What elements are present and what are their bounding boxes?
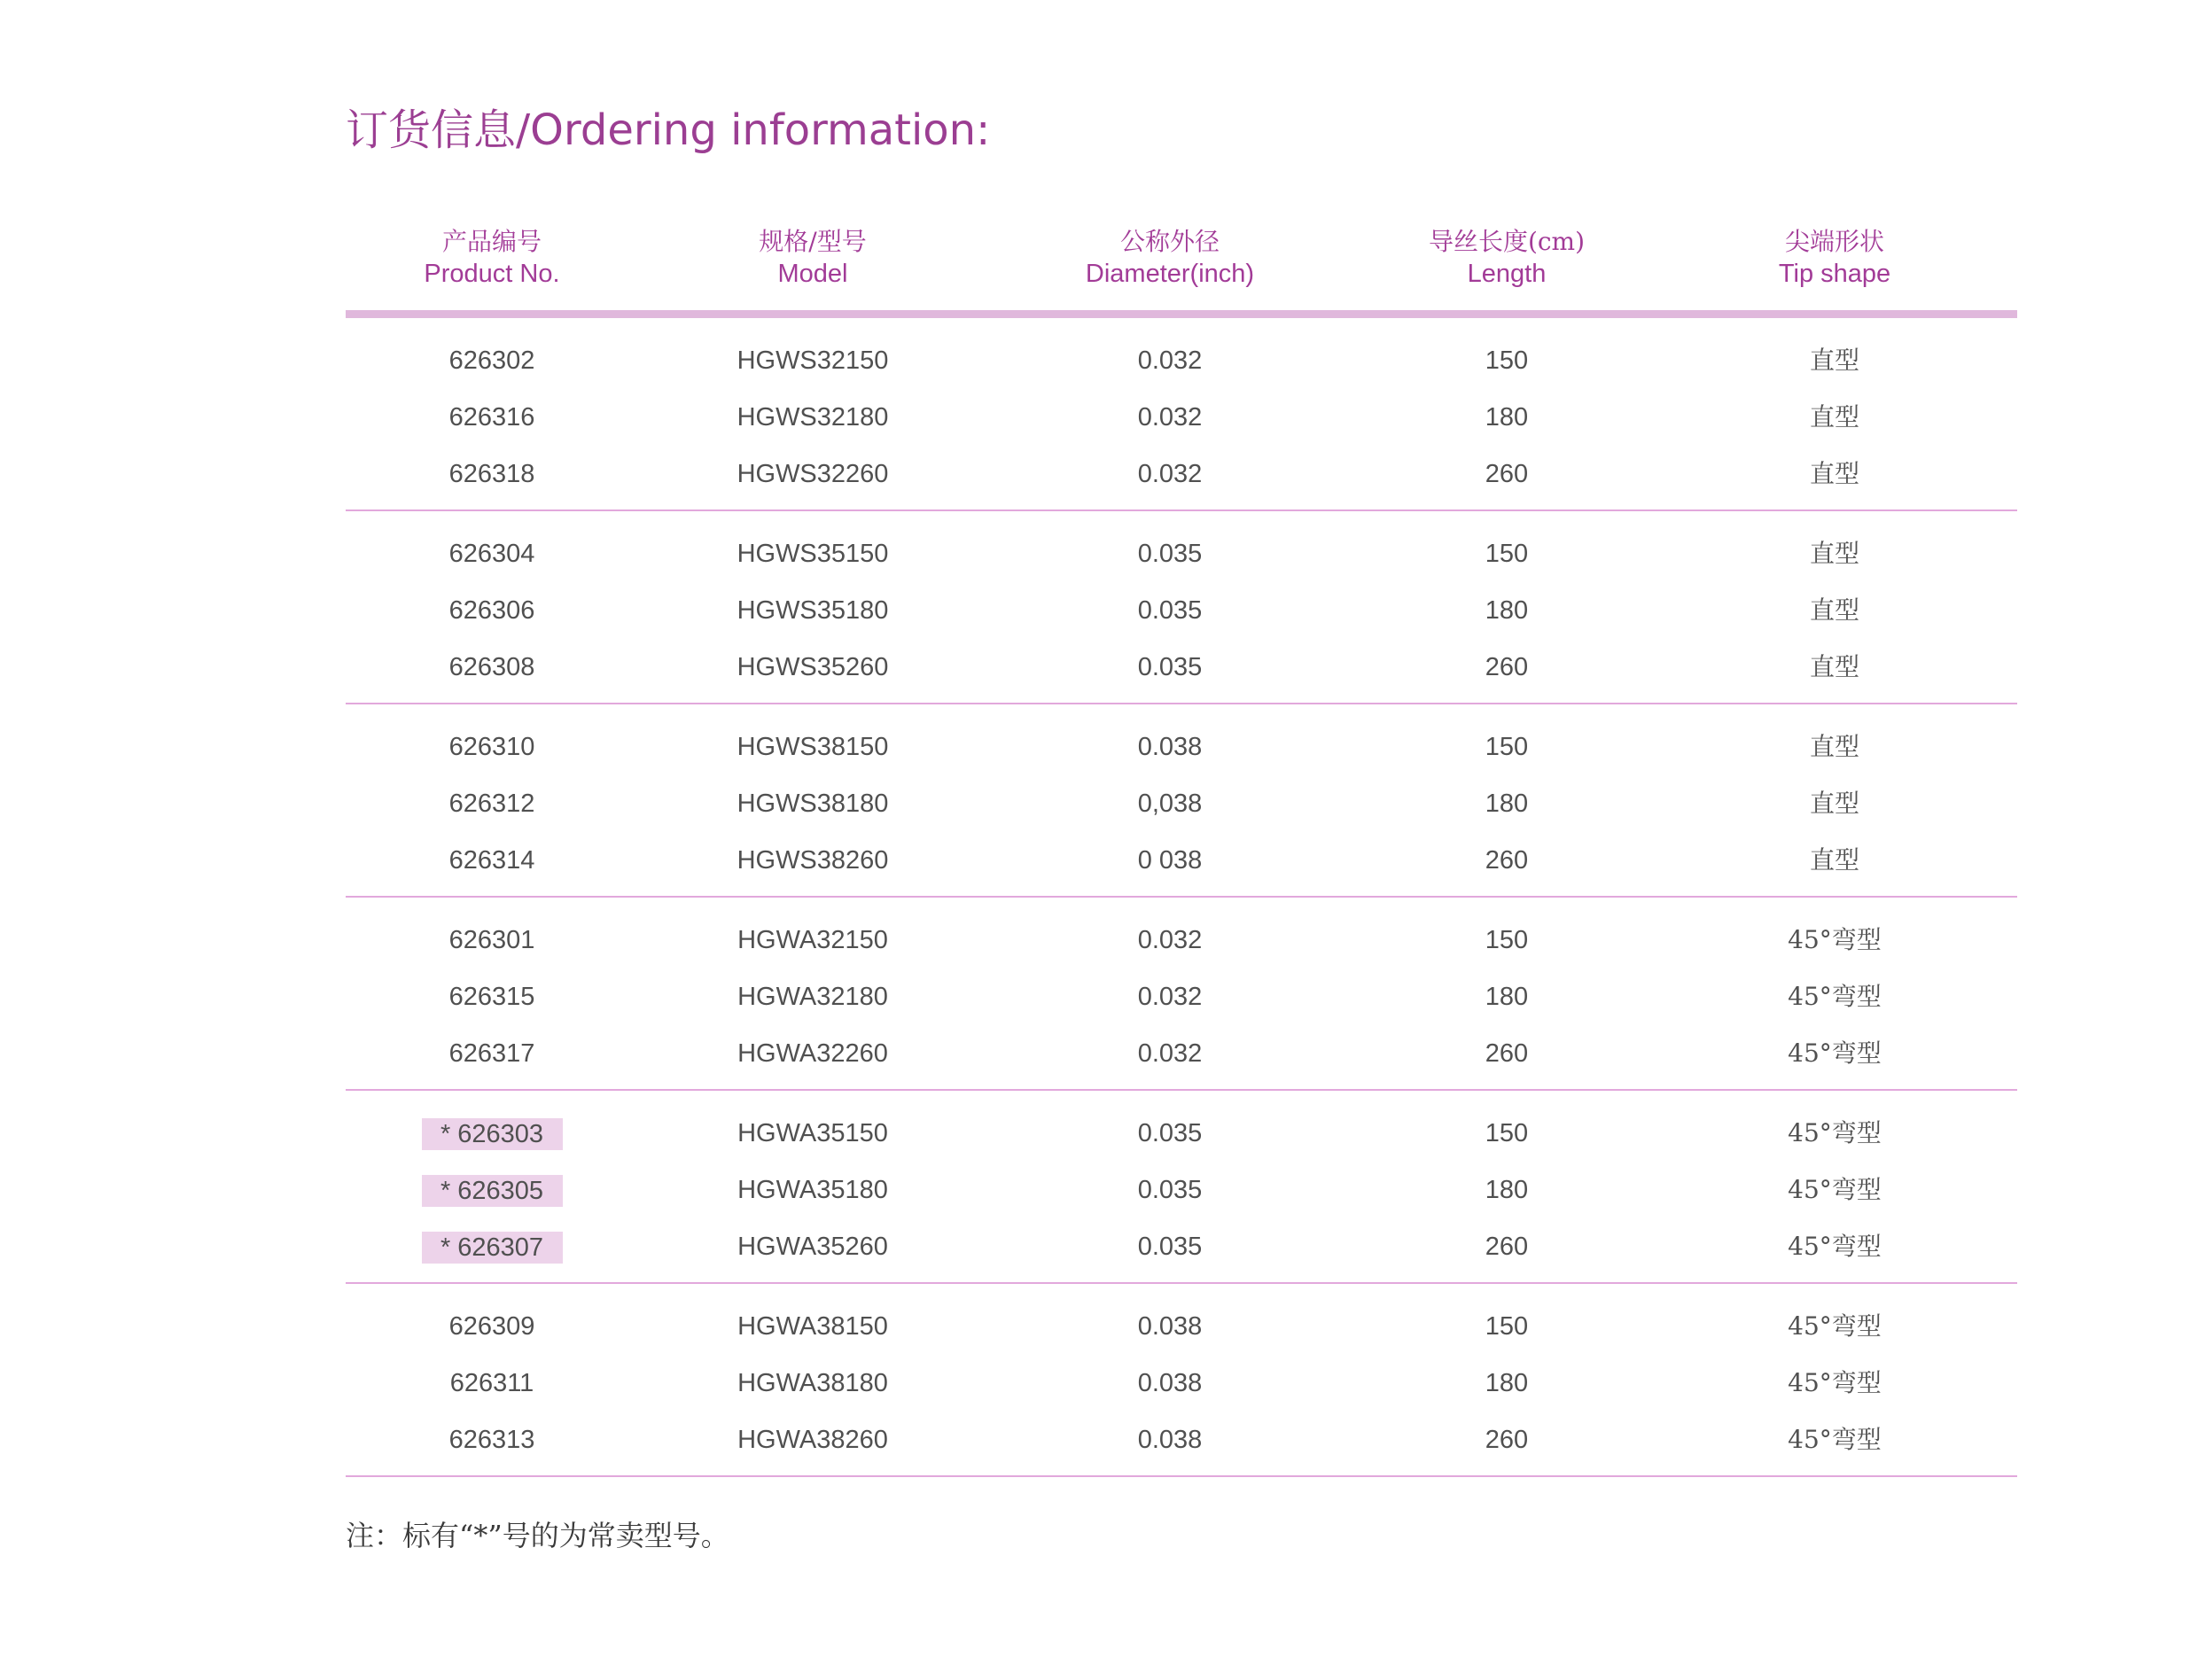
table-row [346,1114,2017,1153]
table-row [346,1171,2017,1209]
header-tip-shape [1693,226,1976,290]
cell-model: HGWS35180 [737,596,889,625]
header-cn: 产品编号 [441,227,542,256]
header-cn: 导丝长度(cm) [1428,227,1586,256]
cell-tip-shape: 直型 [1809,652,1859,681]
header-cn: 规格/型号 [759,227,867,256]
cell-tip-shape: 45°弯型 [1788,1175,1882,1204]
cell-tip-shape: 直型 [1809,595,1859,625]
cell-tip-shape: 直型 [1809,459,1859,488]
cell-length: 260 [1485,1233,1529,1261]
table-row [346,534,2017,573]
cell-length: 150 [1485,346,1529,375]
cell-model: HGWA35260 [737,1233,888,1261]
cell-model: HGWA32260 [737,1039,888,1068]
cell-length: 150 [1485,926,1529,954]
table-row [346,648,2017,687]
table-row [346,341,2017,380]
cell-product-no [346,1171,638,1209]
cell-product-no: 626306 [448,596,535,625]
header-en: Tip shape [1778,260,1891,288]
cell-model: HGWA32180 [737,983,888,1011]
cell-product-no: 626311 [449,1369,534,1397]
popular-highlight: * 626303 [422,1118,563,1150]
header-en: Product No. [424,260,560,288]
cell-product-no: 626301 [448,926,535,954]
cell-length: 180 [1485,403,1529,432]
table-row [346,1307,2017,1346]
cell-model: HGWS32260 [737,460,889,488]
cell-diameter: 0.032 [1137,403,1203,432]
cell-length: 260 [1485,846,1529,875]
cell-length: 180 [1485,1369,1529,1397]
cell-tip-shape: 直型 [1809,845,1859,875]
cell-diameter: 0.035 [1137,540,1203,568]
cell-model: HGWA35180 [737,1176,888,1204]
cell-diameter: 0.035 [1137,1176,1203,1204]
cell-model: HGWA35150 [737,1119,888,1147]
cell-product-no: 626315 [448,983,535,1011]
page-title: 订货信息/Ordering information: [346,105,991,155]
popular-highlight: * 626307 [422,1232,563,1264]
cell-product-no: 626302 [448,346,535,375]
cell-tip-shape: 45°弯型 [1788,1118,1882,1147]
cell-product-no: 626309 [448,1312,535,1341]
cell-diameter: 0.032 [1137,460,1203,488]
footnote: 注：标有“*”号的为常卖型号。 [346,1519,729,1552]
popular-highlight: * 626305 [422,1175,563,1207]
cell-length: 150 [1485,733,1529,761]
ordering-table [346,226,2017,1477]
row-group [346,1284,2017,1477]
table-row [346,1420,2017,1459]
header-length [1365,226,1648,290]
row-group [346,1091,2017,1284]
cell-diameter: 0.038 [1137,1312,1203,1341]
header-model [665,226,961,290]
cell-tip-shape: 45°弯型 [1788,1038,1882,1068]
cell-diameter: 0.035 [1137,1233,1203,1261]
cell-model: HGWS38150 [737,733,889,761]
cell-model: HGWS32150 [737,346,889,375]
cell-model: HGWA38150 [737,1312,888,1341]
cell-length: 260 [1485,653,1529,681]
cell-diameter: 0.038 [1137,1426,1203,1454]
cell-diameter: 0.035 [1137,596,1203,625]
cell-tip-shape: 直型 [1809,346,1859,375]
cell-product-no [346,1114,638,1153]
cell-model: HGWS35260 [737,653,889,681]
cell-product-no: 626313 [448,1426,535,1454]
cell-product-no: 626318 [448,460,535,488]
cell-product-no [346,1227,638,1266]
table-row [346,1034,2017,1073]
table-row [346,591,2017,630]
cell-tip-shape: 45°弯型 [1788,1425,1882,1454]
cell-diameter: 0.038 [1137,733,1203,761]
table-row [346,784,2017,823]
header-diameter [1028,226,1312,290]
row-group [346,511,2017,704]
cell-diameter: 0 038 [1137,846,1203,875]
cell-product-no: 626314 [448,846,535,875]
cell-diameter: 0,038 [1137,789,1203,818]
header-cn: 公称外径 [1119,227,1220,256]
header-cn: 尖端形状 [1784,227,1884,256]
cell-length: 260 [1485,460,1529,488]
cell-length: 180 [1485,789,1529,818]
table-body [346,318,2017,1477]
cell-diameter: 0.038 [1137,1369,1203,1397]
cell-diameter: 0.035 [1137,1119,1203,1147]
cell-model: HGWA38180 [737,1369,888,1397]
cell-length: 180 [1485,1176,1529,1204]
cell-model: HGWS38260 [737,846,889,875]
cell-tip-shape: 直型 [1809,789,1859,818]
cell-length: 180 [1485,596,1529,625]
cell-product-no: 626317 [448,1039,535,1068]
cell-model: HGWS32180 [737,403,889,432]
cell-product-no: 626316 [448,403,535,432]
table-row [346,1364,2017,1403]
cell-tip-shape: 直型 [1809,539,1859,568]
table-header [346,226,2017,318]
row-group [346,704,2017,898]
cell-product-no: 626304 [448,540,535,568]
cell-diameter: 0.032 [1137,983,1203,1011]
cell-product-no: 626308 [448,653,535,681]
cell-tip-shape: 直型 [1809,732,1859,761]
cell-model: HGWS35150 [737,540,889,568]
cell-length: 260 [1485,1039,1529,1068]
table-row [346,841,2017,880]
cell-tip-shape: 45°弯型 [1788,925,1882,954]
header-en: Model [777,260,848,288]
cell-tip-shape: 45°弯型 [1788,1232,1882,1261]
cell-diameter: 0.032 [1137,346,1203,375]
cell-tip-shape: 45°弯型 [1788,1368,1882,1397]
cell-diameter: 0.032 [1137,1039,1203,1068]
table-row [346,455,2017,494]
header-en: Length [1467,260,1547,288]
cell-length: 180 [1485,983,1529,1011]
cell-product-no: 626310 [448,733,535,761]
header-product-no [346,226,638,290]
cell-model: HGWS38180 [737,789,889,818]
header-en: Diameter(inch) [1085,260,1255,288]
table-row [346,727,2017,766]
cell-length: 150 [1485,1119,1529,1147]
table-row [346,1227,2017,1266]
cell-tip-shape: 直型 [1809,402,1859,432]
cell-diameter: 0.032 [1137,926,1203,954]
table-row [346,921,2017,960]
cell-model: HGWA32150 [737,926,888,954]
cell-length: 260 [1485,1426,1529,1454]
cell-length: 150 [1485,1312,1529,1341]
table-row [346,398,2017,437]
table-row [346,977,2017,1016]
cell-tip-shape: 45°弯型 [1788,982,1882,1011]
cell-product-no: 626312 [448,789,535,818]
cell-model: HGWA38260 [737,1426,888,1454]
cell-length: 150 [1485,540,1529,568]
cell-tip-shape: 45°弯型 [1788,1311,1882,1341]
cell-diameter: 0.035 [1137,653,1203,681]
row-group [346,898,2017,1091]
row-group [346,318,2017,511]
